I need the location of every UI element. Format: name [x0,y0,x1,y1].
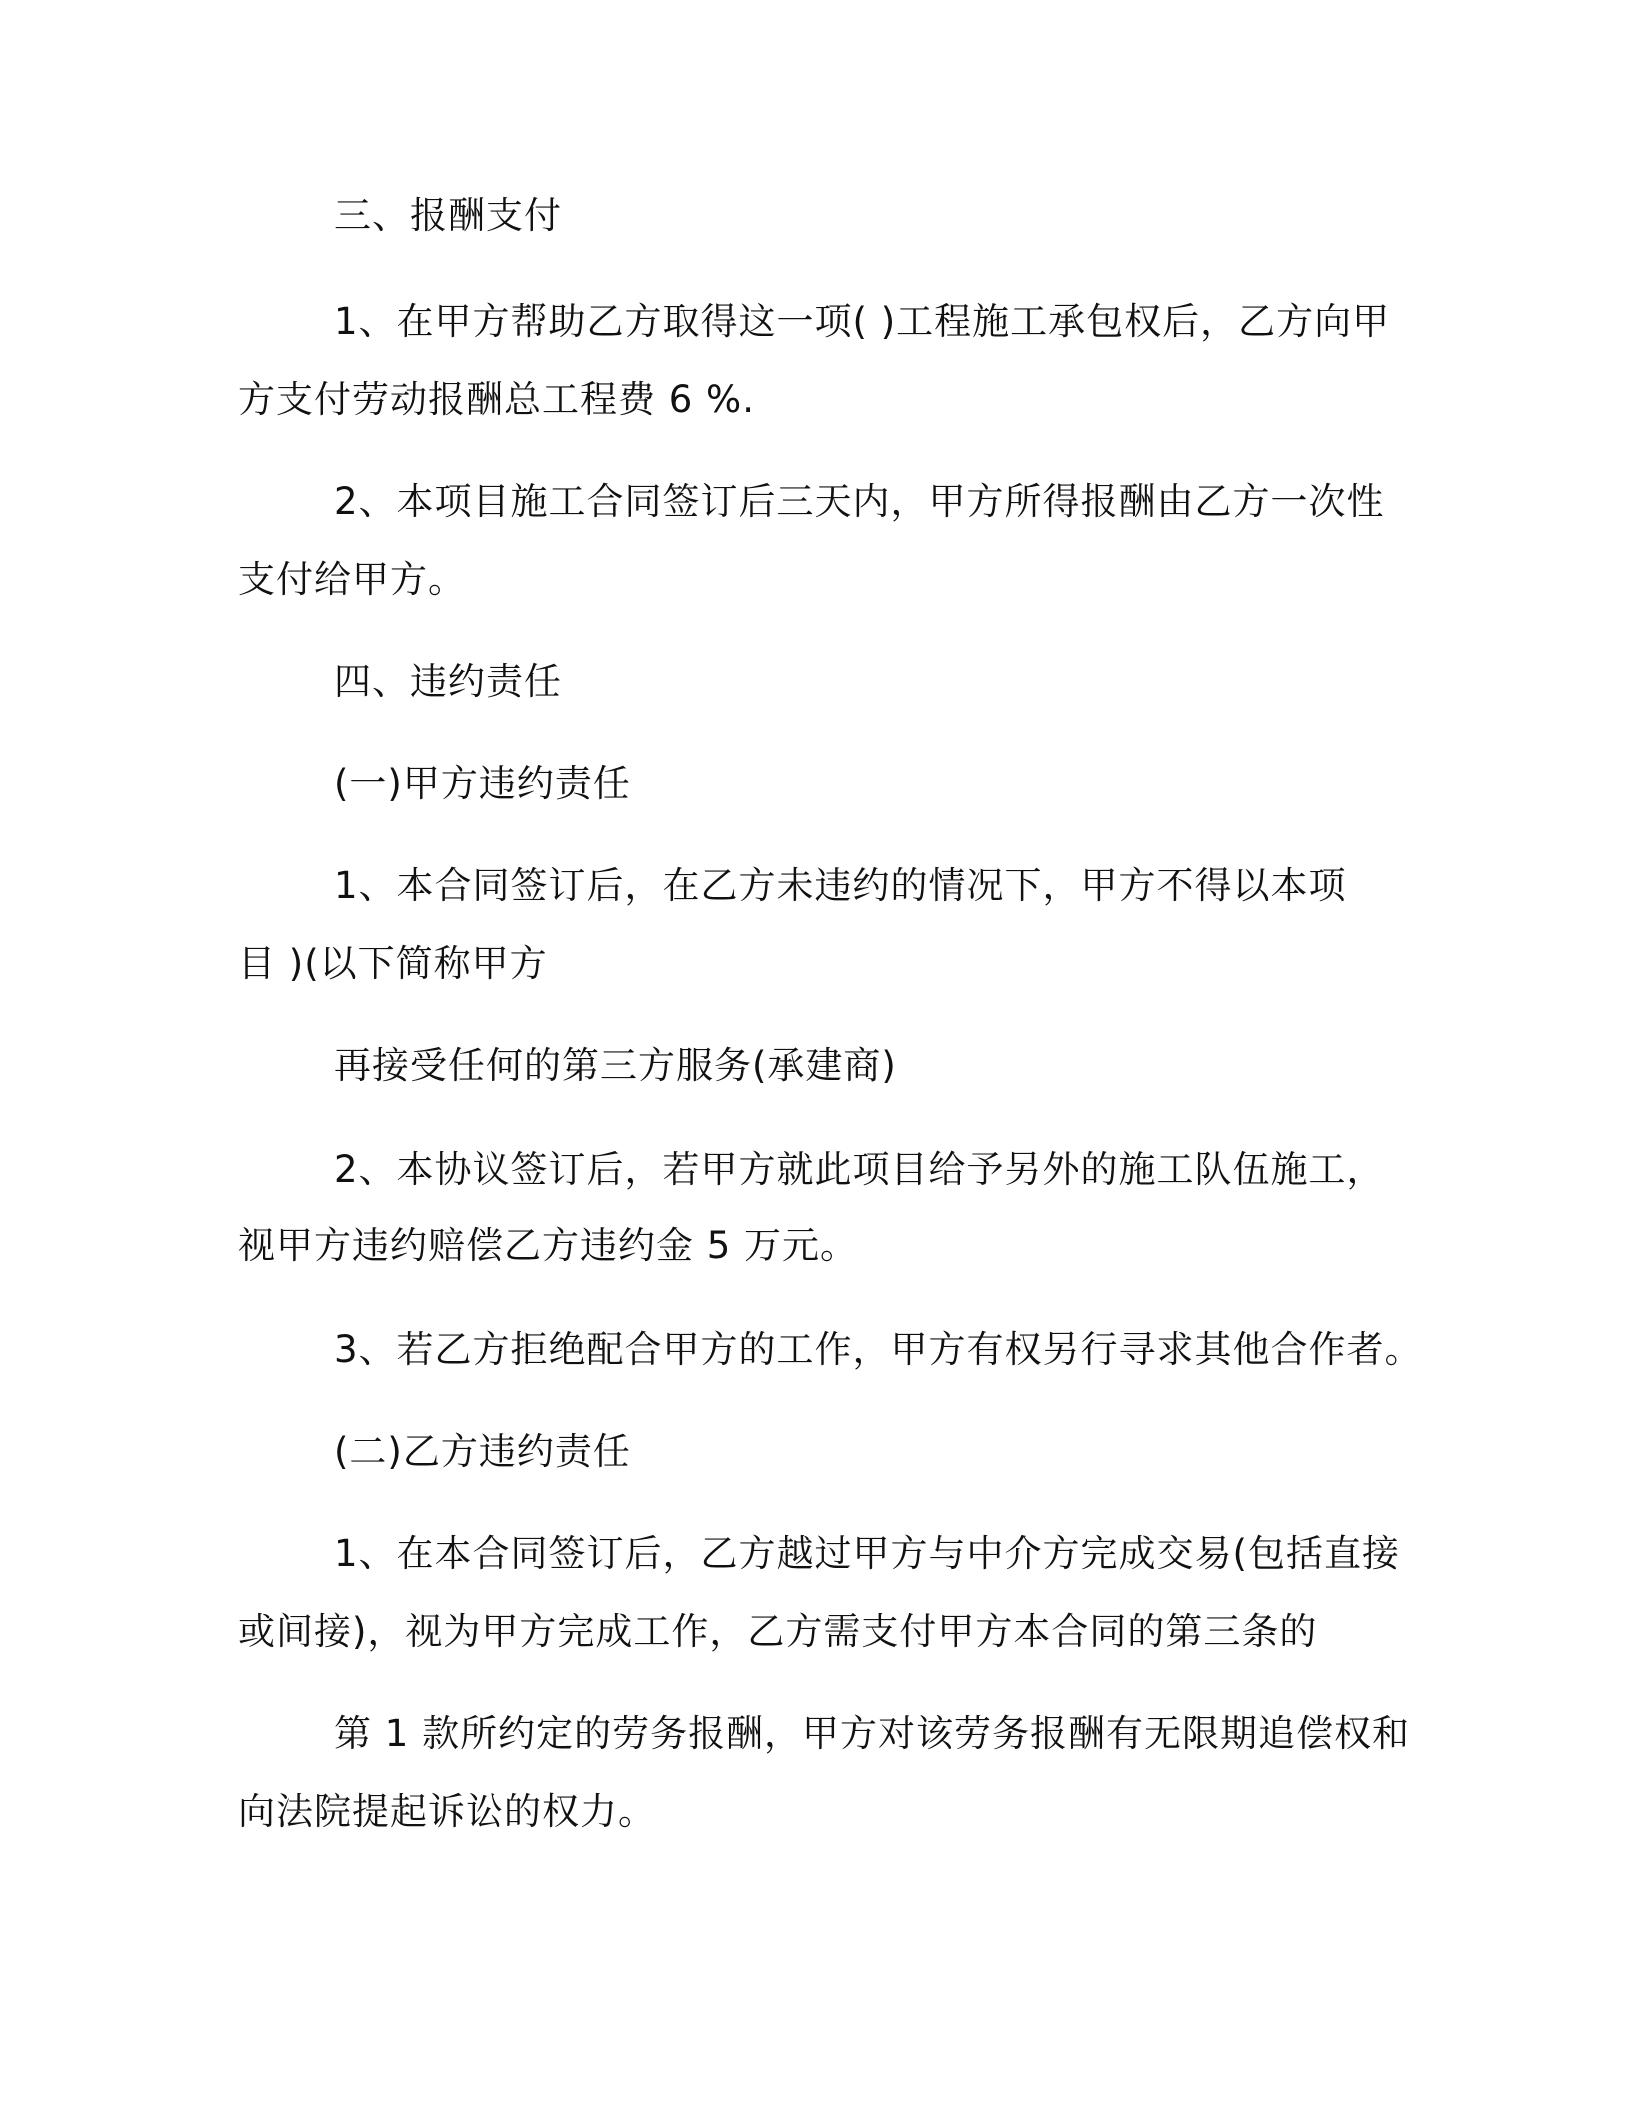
section-heading-payment: 三、报酬支付 [334,194,562,237]
paragraph-line: 再接受任何的第三方服务(承建商) [334,1044,897,1087]
paragraph-line: 目 )(以下简称甲方 [238,942,548,985]
section-heading-liability: 四、违约责任 [334,660,562,703]
paragraph-line: 第 1 款所约定的劳务报酬，甲方对该劳务报酬有无限期追偿权和 [334,1712,1411,1755]
paragraph-line: 3、若乙方拒绝配合甲方的工作，甲方有权另行寻求其他合作者。 [334,1328,1423,1371]
paragraph-line: 支付给甲方。 [238,558,466,601]
paragraph-line: 或间接)，视为甲方完成工作，乙方需支付甲方本合同的第三条的 [238,1610,1318,1653]
paragraph-line: 2、本协议签订后，若甲方就此项目给予另外的施工队伍施工， [334,1148,1385,1191]
paragraph-line: 视甲方违约赔偿乙方违约金 5 万元。 [238,1224,859,1267]
paragraph-line: 2、本项目施工合同签订后三天内，甲方所得报酬由乙方一次性 [334,480,1385,523]
paragraph-line: 1、本合同签订后，在乙方未违约的情况下，甲方不得以本项 [334,864,1347,907]
paragraph-line: 1、在本合同签订后，乙方越过甲方与中介方完成交易(包括直接 [334,1532,1400,1575]
paragraph-line: 1、在甲方帮助乙方取得这一项( )工程施工承包权后，乙方向甲 [334,300,1391,343]
paragraph-line: 方支付劳动报酬总工程费 6 %. [238,378,755,421]
subsection-heading-party-a: (一)甲方违约责任 [334,762,631,805]
subsection-heading-party-b: (二)乙方违约责任 [334,1430,631,1473]
paragraph-line: 向法院提起诉讼的权力。 [238,1790,656,1833]
